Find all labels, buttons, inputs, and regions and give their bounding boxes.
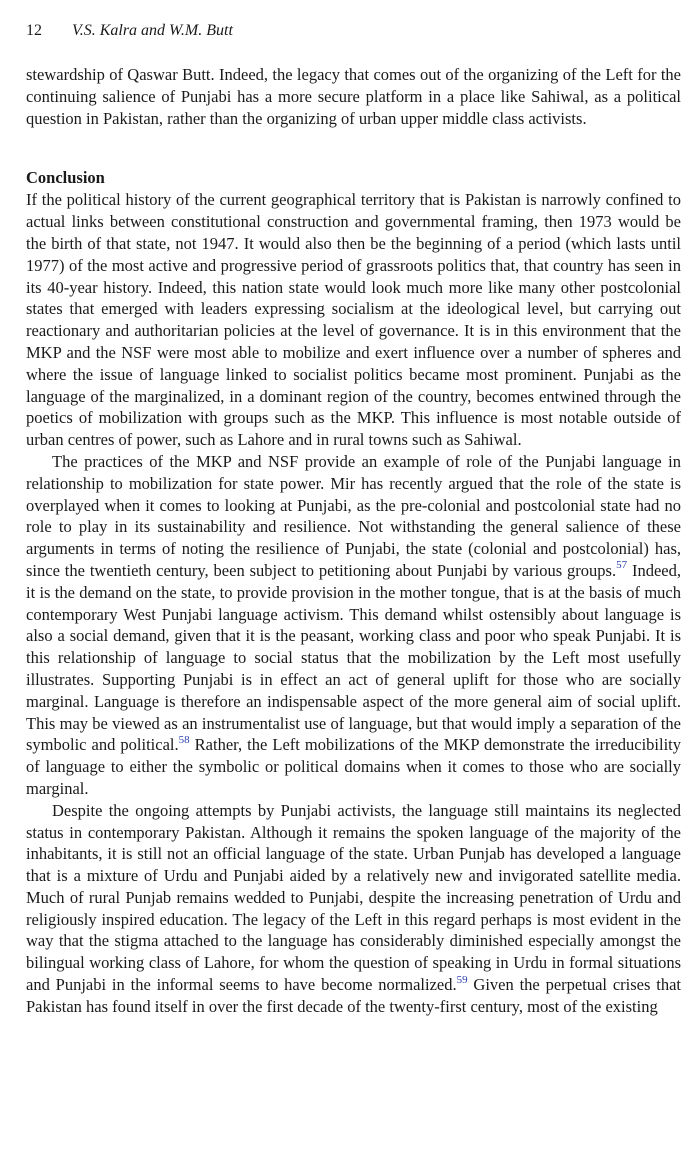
document-page <box>26 20 681 1018</box>
article-body <box>26 64 681 1018</box>
paragraph-3-text-a: Despite the ongoing attempts by Punjabi activists, the language still maintains its neglected status in contemporary Pakistan. Although it remains the spoken language of the majority of the inhabitants, it is still not an official language of the state. Urban Punjab has developed a language that is a mixture of Urdu and Punjabi aided by a relatively new and invigorated satellite media. Much of rural Punjab remains wedded to Punjabi, despite the increasing penetration of Urdu and religiously inspired education. The legacy of the Left in this regard perhaps is most evident in the way that the stigma attached to the language has considerably diminished especially amongst the bilingual working class of Lahore, for whom the question of speaking in Urdu in formal situations and Punjabi in the informal seems to have become normalized. <box>26 800 681 995</box>
intro-paragraph: stewardship of Qaswar Butt. Indeed, the legacy that comes out of the organizing of the Left for the continuing salience of Punjabi has a more secure platform in a place like Sahiwal, as a political question in Pakistan, rather than the organizing of urban upper middle class activists. <box>26 65 681 128</box>
footnote-ref-58[interactable]: 58 <box>178 733 190 746</box>
conclusion-paragraph-3 <box>26 800 681 1018</box>
page-number: 12 <box>26 22 42 39</box>
paragraph-2-text-b: Indeed, it is the demand on the state, to provide provision in the mother tongue, that is at the basis of much contemporary West Punjabi language activism. This demand whilst ostensibly about language is also a social demand, given that it is the peasant, working class and poor who speak Punjabi. It is this relationship of language to social status that the mobilization by the Left most usefully illustrates. Supporting Punjabi is in effect an act of general uplift for those who are socially marginal. Language is therefore an indispensable aspect of the more general aim of social uplift. This may be viewed as an instrumentalist use of language, but that would imply a separation of the symbolic and political. <box>26 560 681 755</box>
paragraph-2-text-c: Rather, the Left mobilizations of the MKP demonstrate the irreducibility of language to either the symbolic or political domains when it comes to those who are socially marginal. <box>26 735 682 798</box>
footnote-ref-57[interactable]: 57 <box>616 559 628 572</box>
conclusion-paragraph-2 <box>26 451 681 800</box>
footnote-ref-59[interactable]: 59 <box>456 973 468 986</box>
section-heading-conclusion: Conclusion <box>26 168 105 188</box>
running-title: V.S. Kalra and W.M. Butt <box>72 22 233 39</box>
conclusion-paragraph-1: If the political history of the current geographical territory that is Pakistan is narrowly confined to actual links between constitutional construction and governmental framing, then 1973 would be the birth of that state, not 1947. It would also then be the beginning of a period (which lasts until 1977) of the most active and progressive period of grassroots politics that, that country has seen in its 40-year history. Indeed, this nation state would look much more like many other postcolonial states that emerged with leaders expressing socialism at the ideological level, but carrying out reactionary and authoritarian policies at the level of governance. It is in this environment that the MKP and the NSF were most able to mobilize and exert influence over a number of spheres and where the issue of language linked to socialist politics became most prominent. Punjabi as the language of the marginalized, in a dominant region of the country, becomes entwined through the poetics of mobilization with groups such as the MKP. This influence is most notable outside of urban centres of power, such as Lahore and in rural towns such as Sahiwal. <box>26 190 681 450</box>
paragraph-2-text-a: The practices of the MKP and NSF provide an example of role of the Punjabi language in relationship to mobilization for state power. Mir has recently argued that the role of the state is overplayed when it comes to looking at Punjabi, as the pre-colonial and postcolonial state had no role to play in its sustainability and resilience. Not withstanding the general salience of these arguments in terms of noting the resilience of Punjabi, the state (colonial and postcolonial) has, since the twentieth century, been subject to petitioning about Punjabi by various groups. <box>26 451 681 580</box>
running-header <box>26 20 681 42</box>
paragraph-3-text-b: Given the perpetual crises that Pakistan has found itself in over the first decade of the twenty-first century, most of the existing <box>26 975 681 1016</box>
